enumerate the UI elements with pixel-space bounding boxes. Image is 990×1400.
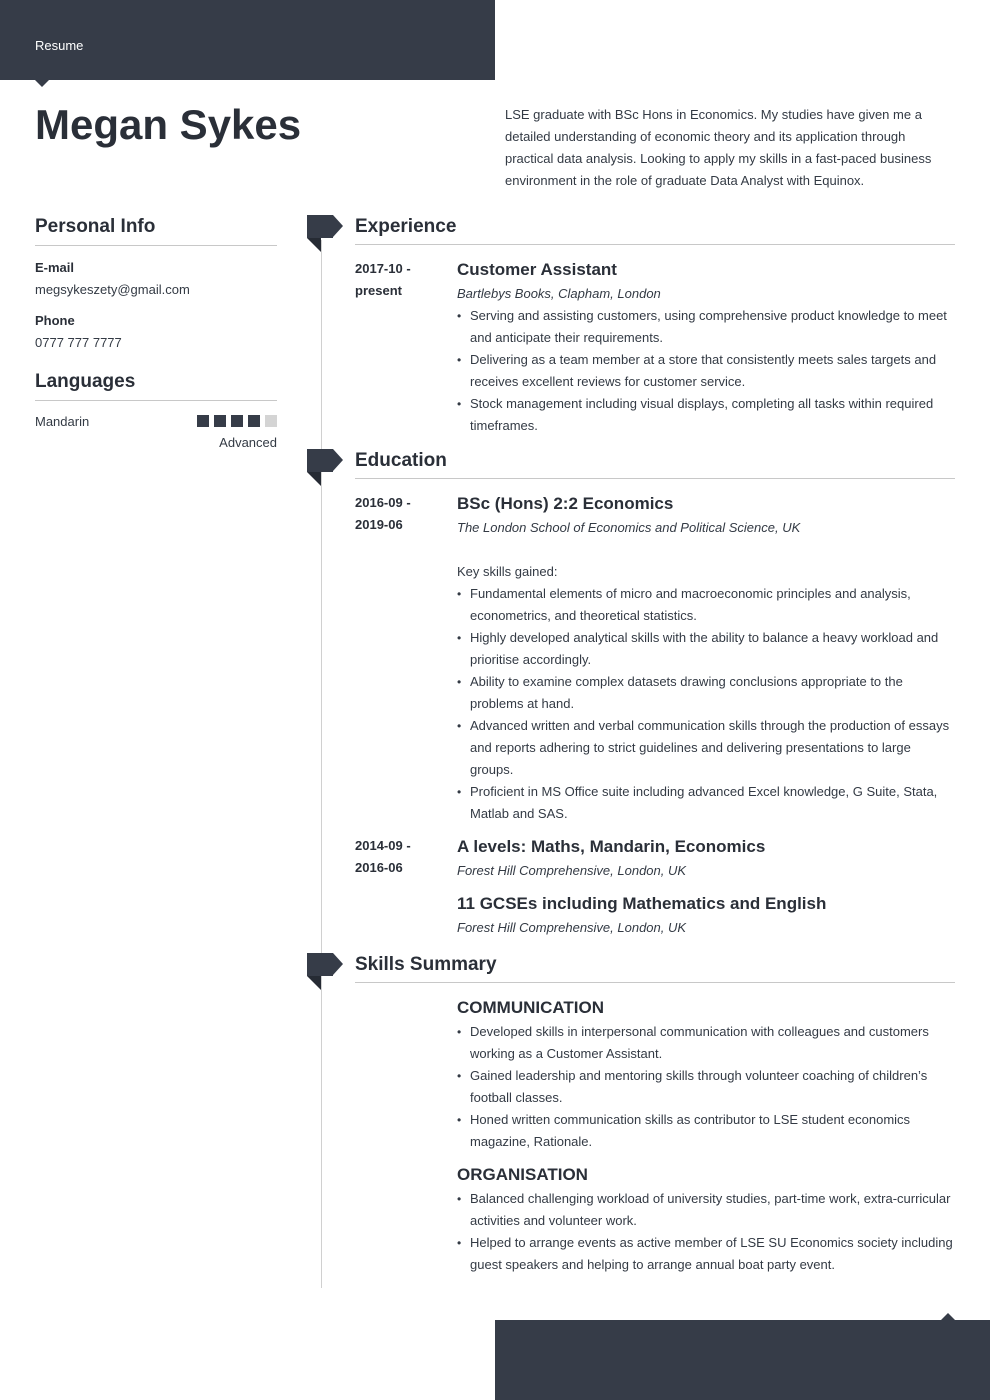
bullet-item: • Ability to examine complex datasets drawing conclusions appropriate to the problems at hand. [457,671,955,715]
email-value: megsykeszety@gmail.com [35,282,190,297]
key-skills-intro: Key skills gained: [457,564,558,579]
phone-label: Phone [35,313,75,328]
date-start: 2017-10 - [355,261,411,276]
date-start: 2016-09 - [355,495,411,510]
language-rating [197,415,277,427]
bullet-item: • Stock management including visual displays, completing all tasks within required timeframes. [457,393,955,437]
skill-group-heading: ORGANISATION [457,1165,588,1184]
education-date [355,835,445,879]
date-start: 2014-09 - [355,838,411,853]
education-entry [355,835,955,939]
profile-summary: LSE graduate with BSc Hons in Economics. My studies have given me a detailed understanding of economic theory and its application through practical data analysis. Looking to apply my skills in a fast-paced business environment in the role of graduate Data Analyst with Equinox. [505,107,932,188]
institution: Forest Hill Comprehensive, London, UK [457,920,687,935]
personal-info-heading: Personal Info [35,215,277,246]
education-flag-icon [307,449,347,489]
bullet-item: • Developed skills in interpersonal communication with colleagues and customers working as a Customer Assistant. [457,1021,955,1065]
skills-heading: Skills Summary [355,953,955,983]
bullet-item: • Gained leadership and mentoring skills through volunteer coaching of children’s football classes. [457,1065,955,1109]
bullet-item: • Proficient in MS Office suite including advanced Excel knowledge, G Suite, Stata, Matlab and SAS. [457,781,955,825]
date-end: 2016-06 [355,860,403,875]
education-heading: Education [355,449,955,479]
institution: Forest Hill Comprehensive, London, UK [457,863,687,878]
date-end: 2019-06 [355,517,403,532]
left-column [35,215,277,453]
email-label: E-mail [35,260,75,275]
skills-flag-icon [307,953,347,993]
qualification-title: 11 GCSEs including Mathematics and English [457,894,827,913]
timeline-line [321,240,322,1288]
experience-entry [355,258,955,437]
rating-dot-filled [248,415,260,427]
skills-section [355,953,955,1276]
footer-band [495,1320,990,1400]
footer-notch [941,1313,955,1320]
language-item [35,413,277,453]
experience-section [355,215,955,437]
rating-dot-filled [231,415,243,427]
rating-dot-filled [214,415,226,427]
header-notch [35,80,49,87]
candidate-name: Megan Sykes [35,101,302,148]
languages-heading: Languages [35,370,277,401]
experience-heading: Experience [355,215,955,245]
employer: Bartlebys Books, Clapham, London [457,286,661,301]
skill-group [355,1163,955,1276]
bullet-item: • Balanced challenging workload of university studies, part-time work, extra-curricular activities and volunteer work. [457,1188,955,1232]
skill-bullets [457,1021,955,1153]
phone-value: 0777 777 7777 [35,335,122,350]
bullet-item: • Advanced written and verbal communication skills through the production of essays and reports adhering to strict guidelines and delivering presentations to large groups. [457,715,955,781]
rating-dot-filled [197,415,209,427]
rating-dot-empty [265,415,277,427]
degree-title: BSc (Hons) 2:2 Economics [457,494,674,513]
bullet-item: • Honed written communication skills as contributor to LSE student economics magazine, Rationale. [457,1109,955,1153]
skill-group-heading: COMMUNICATION [457,998,604,1017]
document-label: Resume [35,38,84,53]
language-level: Advanced [219,435,277,450]
qualification-title: A levels: Maths, Mandarin, Economics [457,837,766,856]
experience-flag-icon [307,215,347,255]
bullet-item: • Highly developed analytical skills with the ability to balance a heavy workload and prioritise accordingly. [457,627,955,671]
bullet-item: • Fundamental elements of micro and macroeconomic principles and analysis, econometrics, and theoretical statistics. [457,583,955,627]
language-name: Mandarin [35,414,90,429]
education-date [355,492,445,536]
institution: The London School of Economics and Political Science, UK [457,520,801,535]
skill-group [355,996,955,1153]
education-section [355,449,955,939]
skill-bullets [457,1188,955,1276]
header-band [0,0,495,80]
bullet-item: • Serving and assisting customers, using comprehensive product knowledge to meet and anticipate their requirements. [457,305,955,349]
job-title: Customer Assistant [457,260,617,279]
education-entry [355,492,955,825]
date-end: present [355,283,402,298]
bullet-item: • Delivering as a team member at a store that consistently meets sales targets and receives excellent reviews for customer service. [457,349,955,393]
experience-bullets [457,305,955,437]
experience-date [355,258,445,302]
bullet-item: • Helped to arrange events as active member of LSE SU Economics society including guest speakers and helping to arrange annual boat party event. [457,1232,955,1276]
education-bullets [457,583,955,825]
